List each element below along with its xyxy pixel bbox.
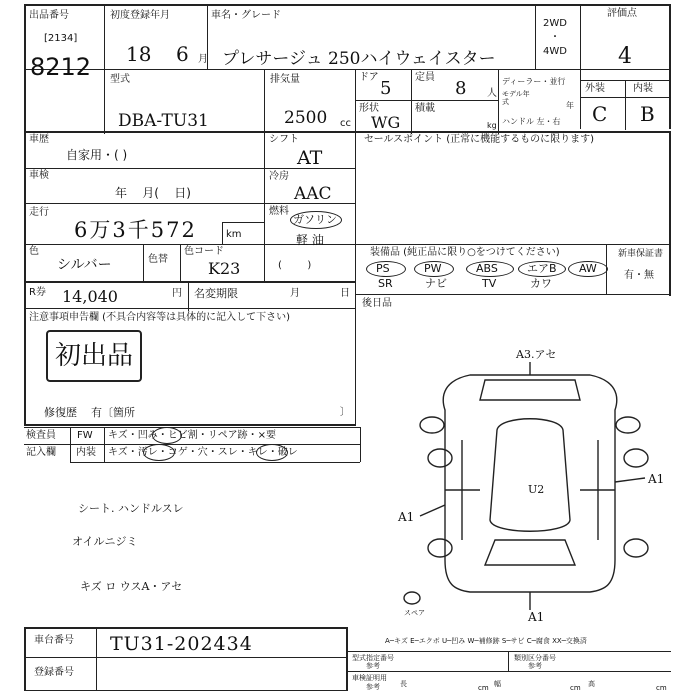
inspector-fw: FW (77, 430, 93, 441)
width-unit: cm (570, 684, 581, 692)
diesel-label: 軽 油 (296, 233, 324, 247)
roof-outline (490, 419, 570, 532)
shift-value: AT (297, 147, 323, 169)
model-name: プレサージュ 250ハイウェイスター (222, 49, 496, 69)
equip-ps: PS (376, 262, 390, 275)
fuel-bracket: ( ) (278, 260, 312, 271)
mileage-label: 走行 (29, 207, 49, 218)
diagram-right-note: A1 (648, 472, 665, 486)
warranty-label: 新車保証書 (618, 249, 664, 259)
capacity-value: 8 (455, 78, 467, 99)
equip-abs: ABS (476, 262, 498, 275)
equip-tv: TV (482, 277, 497, 290)
mileage-unit: km (226, 229, 242, 240)
doors-value: 5 (380, 78, 392, 99)
inspector-label-1: 検査員 (26, 430, 56, 441)
grade-label: 評価点 (607, 8, 637, 19)
right-mirror (616, 417, 640, 433)
left-mirror (420, 417, 444, 433)
recycle-unit: 円 (172, 288, 182, 299)
capacity-unit: 人 (487, 88, 497, 99)
grade-value: 4 (618, 44, 632, 69)
type-label: 型式 (110, 74, 130, 85)
category-label: 類別区分番号 (514, 654, 556, 662)
cert-ref: 参考 (366, 683, 380, 691)
fuel-label: 燃料 (269, 206, 289, 217)
warranty-value: 有・無 (624, 270, 654, 281)
right-note-line (615, 478, 645, 482)
equip-airbag: エアB (527, 262, 557, 275)
ac-value: AAC (294, 184, 332, 204)
equip-leather: カワ (530, 277, 552, 290)
model-year-label: モデル年式 (502, 90, 530, 106)
exterior-value: C (592, 102, 608, 126)
color-code-value: K23 (208, 259, 241, 278)
load-label: 積載 (415, 103, 435, 114)
recycle-value: 14,040 (62, 287, 118, 306)
reg-month: 6 (176, 42, 189, 66)
inspector-row2: キズ・汚レ・コゲ・穴・スレ・キレ・破レ (108, 447, 298, 458)
diagram-left-note: A1 (398, 510, 415, 524)
category-ref: 参考 (528, 662, 542, 670)
after-doc-label: 後日品 (362, 298, 392, 309)
load-unit: kg (487, 121, 497, 130)
interior-label: 内装 (633, 83, 653, 94)
capacity-label: 定員 (415, 72, 435, 83)
dealer-label: ディーラー・並行 (502, 77, 566, 86)
disp-label: 排気量 (270, 74, 300, 85)
hood-outline (480, 380, 580, 400)
lot-number: 8212 (30, 53, 92, 81)
spare-wheel (404, 592, 420, 604)
equip-sr: SR (378, 277, 393, 290)
drive-dot: ・ (550, 32, 560, 43)
damage-legend: A─キズ E─エクボ U─凹み W─補修跡 S─サビ C─腐食 XX─交換済 (385, 637, 587, 645)
color-value: シルバー (57, 257, 112, 273)
diagram-top-note: A3.アセ (516, 348, 557, 361)
spec-label: 型式指定番号 (352, 654, 394, 662)
length-label: 長 (400, 680, 407, 688)
ac-label: 冷房 (269, 171, 289, 182)
inspection-label: 車検 (29, 170, 49, 181)
handwritten-note-1: シート. ハンドルスレ (78, 502, 184, 515)
diagram-bottom-note: A1 (528, 610, 545, 624)
handwritten-note-2: オイルニジミ (72, 535, 138, 548)
reg-year: 18 (126, 42, 152, 66)
handle-label: ハンドル 左・右 (502, 117, 561, 126)
name-change-day: 日 (340, 288, 350, 299)
month-unit: 月 (198, 54, 208, 65)
color-change-label: 色替 (148, 254, 168, 265)
fuel-value: ガソリン (293, 213, 337, 226)
inspector-row1: キズ・凹み・ヒビ割・リペア跡・×要 (108, 430, 276, 441)
inspection-value: 年 月( 日) (115, 186, 191, 200)
height-label: 高 (588, 680, 595, 688)
drive-4wd: 4WD (543, 46, 567, 57)
disp-unit: cc (340, 118, 351, 129)
lot-number-label: 出品番号 (29, 10, 69, 21)
first-reg-label: 初度登録年月 (110, 10, 170, 21)
equip-pw: PW (424, 262, 442, 275)
notes-label: 注意事項申告欄 (不具合内容等は具体的に記入して下さい) (29, 312, 290, 323)
shape-label: 形状 (359, 103, 379, 114)
reg-no-label: 登録番号 (34, 667, 74, 678)
length-unit: cm (478, 684, 489, 692)
exterior-label: 外装 (585, 83, 605, 94)
chassis-value: TU31-202434 (110, 633, 253, 655)
recycle-label: R券 (29, 287, 46, 298)
name-change-month: 月 (290, 288, 300, 299)
wheel-front-left (428, 449, 452, 467)
equipment-label: 装備品 (純正品に限り○をつけてください) (370, 247, 560, 258)
chassis-label: 車台番号 (34, 635, 74, 646)
spec-ref: 参考 (366, 662, 380, 670)
diagram-spare-note: スペア (404, 609, 425, 617)
name-grade-label: 車名・グレード (211, 10, 281, 21)
repair-label: 修復歴 有〔箇所 (44, 406, 135, 419)
wheel-front-right (624, 449, 648, 467)
shift-label: シフト (269, 134, 299, 145)
name-change-label: 名変期限 (194, 287, 238, 300)
wheel-rear-right (624, 539, 648, 557)
handwritten-note-3: キズ ロ ウスA・アセ (80, 580, 183, 593)
disp-value: 2500 (284, 108, 328, 128)
rear-window (485, 540, 575, 565)
shape-value: WG (371, 113, 401, 132)
left-note-line (420, 505, 445, 516)
equip-aw: AW (579, 262, 597, 275)
equip-navi: ナビ (425, 277, 447, 290)
mileage-value: 6万3千572 (74, 218, 197, 242)
sales-point-label: セールスポイント (正常に機能するものに限ります) (364, 134, 595, 145)
history-label: 車歴 (29, 134, 49, 145)
doors-label: ドア (359, 72, 379, 83)
drive-2wd: 2WD (543, 18, 567, 29)
inspector-interior: 内装 (76, 447, 96, 458)
cert-label: 車検証明用 (352, 674, 387, 682)
width-label: 幅 (494, 680, 501, 688)
interior-value: B (640, 102, 655, 126)
repair-close: 〕 (340, 407, 350, 418)
type-value: DBA-TU31 (118, 111, 209, 131)
color-code-label: 色コード (184, 246, 224, 257)
inspector-label-2: 記入欄 (26, 447, 56, 458)
lot-bracket: [2134] (44, 33, 78, 44)
wheel-rear-left (428, 539, 452, 557)
height-unit: cm (656, 684, 667, 692)
color-label: 色 (29, 246, 39, 257)
history-value: 自家用・( ) (66, 148, 128, 162)
diagram-center-note: U2 (528, 483, 545, 496)
first-listing-text: 初出品 (55, 341, 134, 371)
year-unit: 年 (566, 101, 574, 110)
